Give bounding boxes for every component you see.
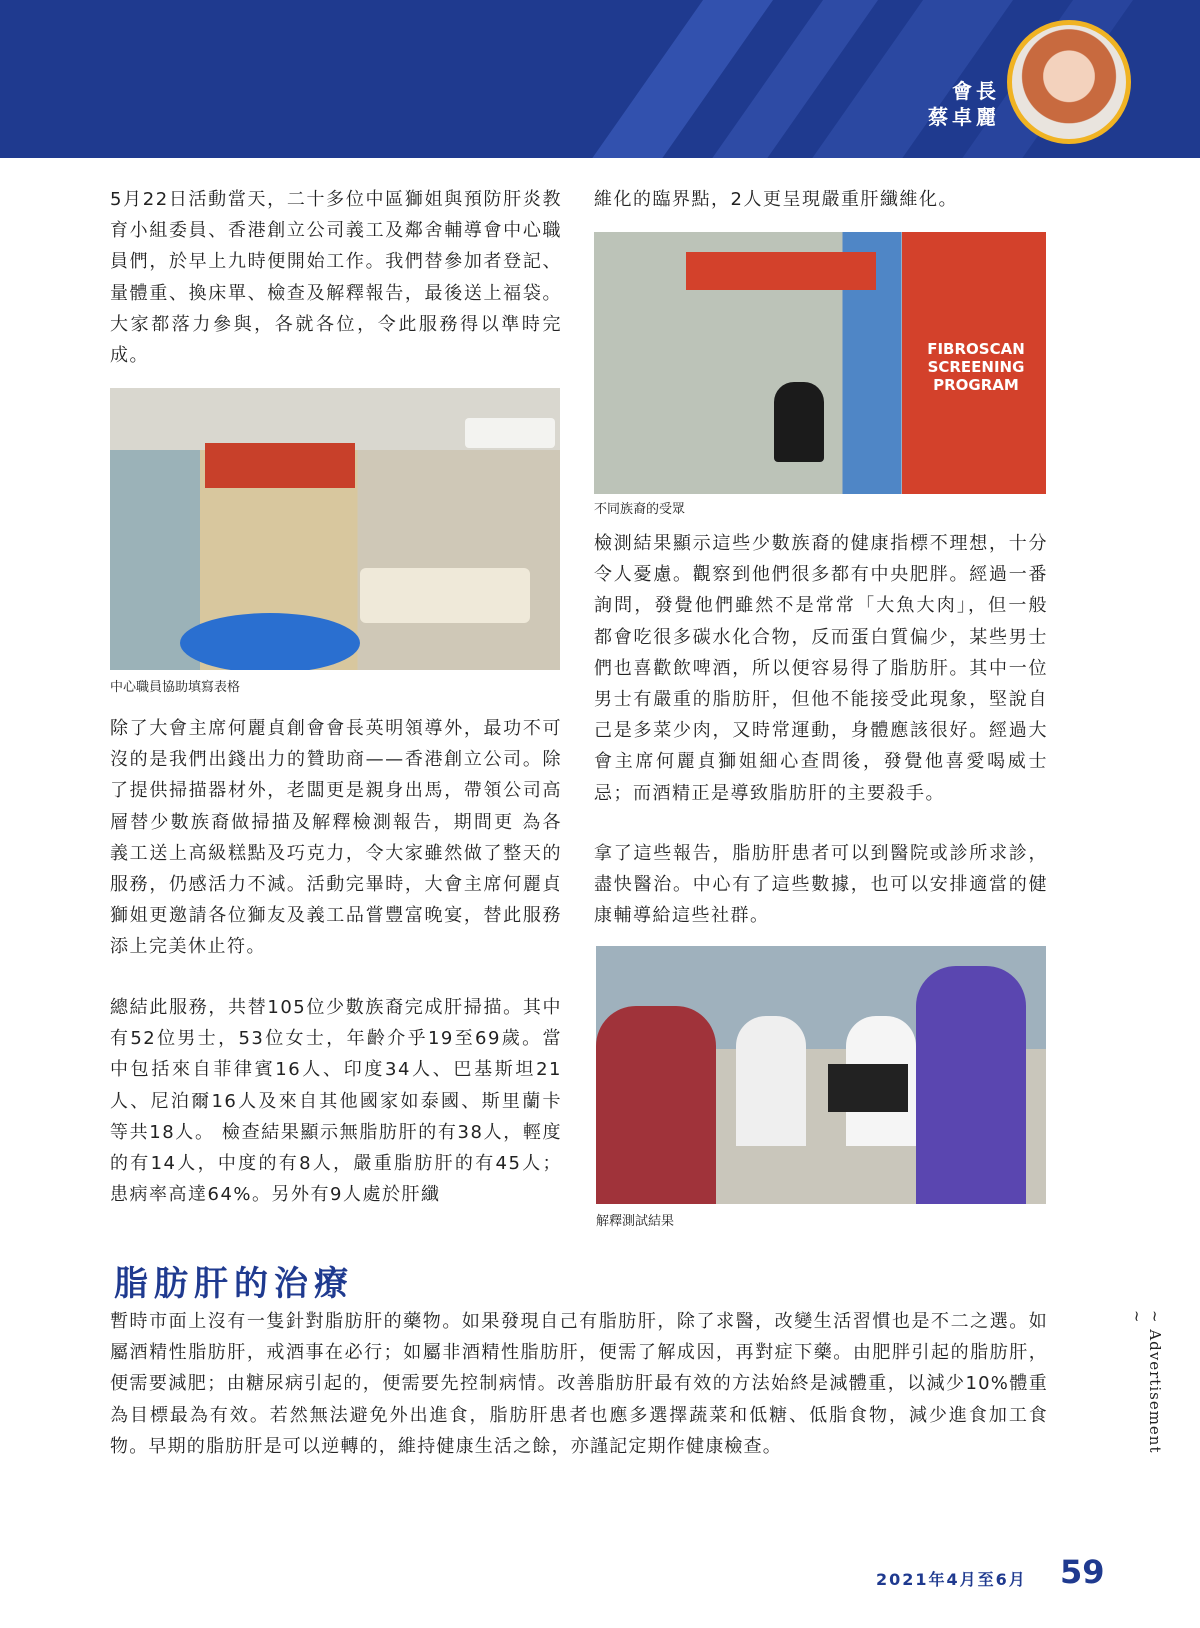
photo-caption: 中心職員協助填寫表格 — [110, 680, 241, 695]
president-avatar — [1007, 20, 1131, 144]
photo-person — [916, 966, 1026, 1204]
president-name: 蔡卓麗 — [928, 105, 1000, 129]
photo-sofa — [360, 568, 530, 623]
photo-fibroscan — [594, 232, 1046, 494]
page-number: 59 — [1060, 1553, 1105, 1591]
photo-caption: 解釋測試結果 — [596, 1214, 675, 1229]
photo-air-conditioner — [465, 418, 555, 448]
photo-results — [596, 946, 1046, 1204]
left-paragraph-3: 總結此服務，共替105位少數族裔完成肝掃描。其中有52位男士，53位女士，年齡介乎19至69歲。當中包括來自菲律賓16人、印度34人、巴基斯坦21人、尼泊爾16人及來自其他國家如泰國、斯里蘭卡等共18人。 檢查結果顯示無脂肪肝的有38人，輕度的有14人，中度的有8人，嚴重脂肪肝的有45人；患病率高達64%。另外有9人處於肝纖 — [110, 997, 562, 1206]
issue-date: 2021年4月至6月 — [876, 1570, 1027, 1589]
photo-banner — [205, 443, 355, 488]
photo-table — [180, 613, 360, 670]
photo-person — [774, 382, 824, 462]
left-paragraph-2: 除了大會主席何麗貞創會會長英明領導外，最功不可沒的是我們出錢出力的贊助商——香港創立公司。除了提供掃描器材外，老闆更是親身出馬，帶領公司高層替少數族裔做掃描及解釋檢測報告，期間更 為各義工送上高級糕點及巧克力，令大家雖然做了整天的服務，仍感活力不減。活動完畢時，大會主席何麗貞獅姐更邀請各位獅友及義工品嘗豐富晚宴，替此服務添上完美休止符。 — [110, 718, 562, 958]
section-body: 暫時市面上沒有一隻針對脂肪肝的藥物。如果發現自己有脂肪肝，除了求醫，改變生活習慣也是不二之選。如屬酒精性脂肪肝，戒酒事在必行；如屬非酒精性脂肪肝，便需了解成因，再對症下藥。由肥胖引起的脂肪肝，便需要減肥；由糖尿病引起的，便需要先控制病情。改善脂肪肝最有效的方法始終是減體重，以減少10%體重為目標最為有效。若然無法避免外出進食，脂肪肝患者也應多選擇蔬菜和低糖、低脂食物，減少進食加工食物。早期的脂肪肝是可以逆轉的，維持健康生活之餘，亦謹記定期作健康檢查。 — [110, 1311, 1048, 1457]
president-title: 會長 — [952, 79, 1000, 103]
right-paragraph-2: 檢測結果顯示這些少數族裔的健康指標不理想，十分令人憂慮。觀察到他們很多都有中央肥胖。經過一番詢問，發覺他們雖然不是常常「大魚大肉」，但一般都會吃很多碳水化合物，反而蛋白質偏少，某些男士們也喜歡飲啤酒，所以便容易得了脂肪肝。其中一位男士有嚴重的脂肪肝，但他不能接受此現象，堅說自己是多菜少肉，又時常運動，身體應該很好。經過大會主席何麗貞獅姐細心查問後，發覺他喜愛喝威士忌；而酒精正是導致脂肪肝的主要殺手。 — [594, 533, 1048, 804]
left-paragraph-1: 5月22日活動當天，二十多位中區獅姐與預防肝炎教育小組委員、香港創立公司義工及鄰舍輔導會中心職員們，於早上九時便開始工作。我們替參加者登記、量體重、換床單、檢查及解釋報告，最後送上福袋。大家都落力參與，各就各位，令此服務得以準時完成。 — [110, 189, 562, 367]
right-paragraph-1: 維化的臨界點，2人更呈現嚴重肝纖維化。 — [594, 189, 958, 210]
photo-caption: 不同族裔的受眾 — [594, 502, 686, 517]
right-paragraph-3: 拿了這些報告，脂肪肝患者可以到醫院或診所求診，盡快醫治。中心有了這些數據，也可以安排適當的健康輔導給這些社群。 — [594, 843, 1048, 927]
photo-person — [596, 1006, 716, 1204]
photo-person — [736, 1016, 806, 1146]
photo-center-staff — [110, 388, 560, 670]
section-title: 脂肪肝的治療 — [114, 1264, 354, 1304]
photo-sign-text: FIBROSCAN SCREENING PROGRAM — [927, 340, 1025, 394]
side-advertisement-label: ~ Advertisement ~ — [1128, 1310, 1164, 1454]
photo-laptop — [828, 1064, 908, 1112]
photo-banner — [686, 252, 876, 290]
president-label — [928, 78, 1000, 130]
header-banner — [0, 0, 1200, 158]
